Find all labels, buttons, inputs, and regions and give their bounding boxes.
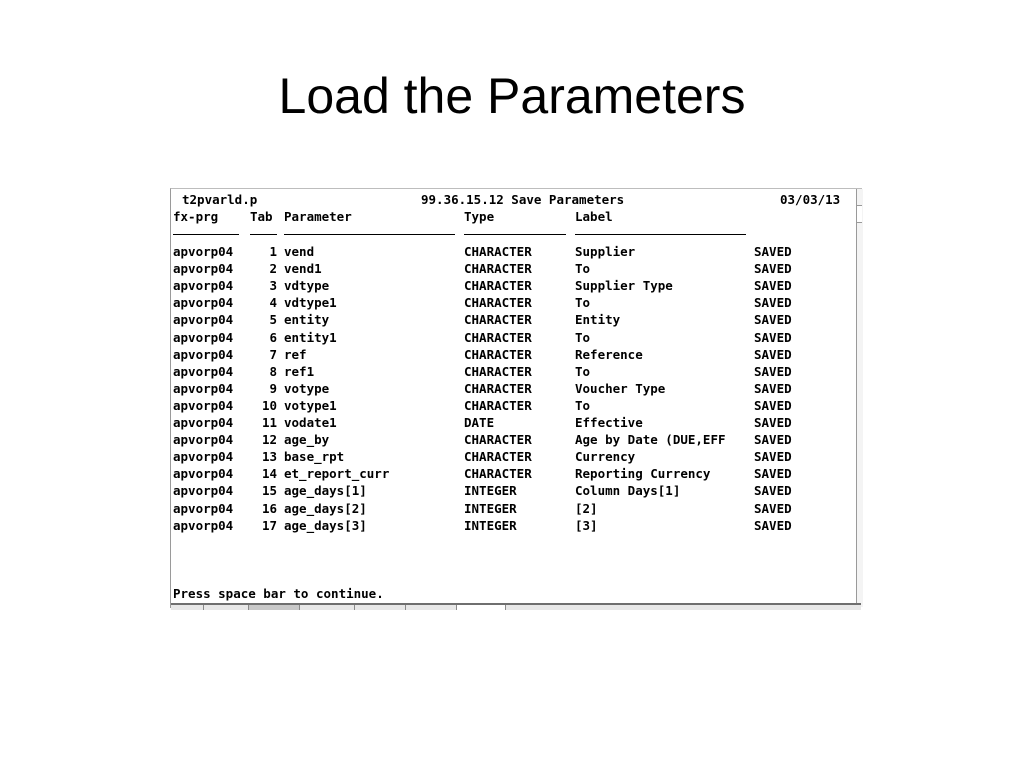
underline-tab [250, 234, 277, 235]
row-prg: apvorp04 [173, 363, 234, 379]
row-type: INTEGER [464, 500, 517, 516]
program-name: t2pvarld.p [182, 192, 258, 207]
row-status: SAVED [754, 363, 792, 379]
row-type: CHARACTER [464, 432, 532, 448]
row-prg: apvorp04 [173, 261, 234, 277]
row-tab: 2 [269, 261, 277, 277]
row-status: SAVED [754, 500, 792, 516]
row-prg: apvorp04 [173, 295, 234, 311]
row-parameter: ref1 [284, 363, 315, 379]
row-status: SAVED [754, 415, 792, 430]
row-status: SAVED [754, 295, 792, 311]
table-row [173, 517, 859, 534]
row-prg: apvorp04 [173, 346, 234, 362]
table-row [173, 482, 859, 499]
row-prg: apvorp04 [173, 466, 234, 482]
row-prg: apvorp04 [173, 329, 234, 345]
row-type: CHARACTER [464, 466, 532, 482]
row-prg: apvorp04 [173, 432, 234, 448]
screen-title: 99.36.15.12 Save Parameters [421, 192, 625, 207]
row-type: CHARACTER [464, 397, 532, 413]
row-parameter: entity [284, 312, 330, 328]
row-parameter: age_days[2] [284, 500, 367, 516]
terminal-window[interactable] [170, 188, 862, 608]
row-parameter: votype1 [284, 397, 337, 413]
column-header-tab: Tab [250, 209, 273, 224]
underline-type [464, 234, 566, 235]
row-type: INTEGER [464, 517, 517, 533]
terminal-status-bar [171, 603, 861, 610]
table-row [173, 414, 859, 431]
row-type: CHARACTER [464, 346, 532, 362]
row-prg: apvorp04 [173, 517, 234, 533]
column-header-type: Type [464, 209, 495, 224]
row-type: CHARACTER [464, 312, 532, 328]
continue-prompt: Press space bar to continue. [173, 586, 384, 601]
table-row [173, 346, 859, 363]
status-segment [204, 605, 249, 610]
row-tab: 5 [269, 312, 277, 328]
row-parameter: entity1 [284, 329, 337, 345]
row-parameter: vend1 [284, 261, 322, 277]
row-type: CHARACTER [464, 449, 532, 465]
row-parameter: vodate1 [284, 415, 337, 430]
row-type: CHARACTER [464, 261, 532, 277]
row-parameter: vdtype [284, 278, 330, 294]
column-header-parameter: Parameter [284, 209, 352, 224]
row-tab: 13 [261, 449, 277, 465]
row-tab: 9 [269, 380, 277, 396]
table-row [173, 500, 859, 517]
row-parameter: base_rpt [284, 449, 345, 465]
row-label: To [575, 295, 591, 311]
row-label: To [575, 397, 591, 413]
row-status: SAVED [754, 329, 792, 345]
row-label: Reference [575, 346, 643, 362]
status-segment [300, 605, 355, 610]
status-segment [406, 605, 457, 610]
table-row [173, 397, 859, 414]
row-status: SAVED [754, 312, 792, 328]
row-parameter: age_days[3] [284, 517, 367, 533]
row-prg: apvorp04 [173, 312, 234, 328]
row-label: To [575, 329, 591, 345]
row-label: [3] [575, 517, 598, 533]
row-status: SAVED [754, 449, 792, 465]
row-status: SAVED [754, 278, 792, 294]
row-label: Age by Date (DUE,EFF [575, 432, 726, 448]
row-parameter: age_days[1] [284, 483, 367, 499]
row-type: CHARACTER [464, 380, 532, 396]
row-type: CHARACTER [464, 244, 532, 259]
table-row [173, 294, 859, 311]
row-tab: 8 [269, 363, 277, 379]
row-status: SAVED [754, 380, 792, 396]
table-row [173, 260, 859, 277]
table-row [173, 465, 859, 482]
row-type: INTEGER [464, 483, 517, 499]
status-segment [171, 605, 204, 610]
row-prg: apvorp04 [173, 380, 234, 396]
row-status: SAVED [754, 244, 792, 259]
row-tab: 7 [269, 346, 277, 362]
table-row [173, 311, 859, 328]
row-label: Reporting Currency [575, 466, 711, 482]
row-prg: apvorp04 [173, 449, 234, 465]
row-tab: 15 [261, 483, 277, 499]
row-label: Entity [575, 312, 621, 328]
row-label: [2] [575, 500, 598, 516]
row-parameter: vdtype1 [284, 295, 337, 311]
row-status: SAVED [754, 397, 792, 413]
row-label: Effective [575, 415, 643, 430]
row-parameter: vend [284, 244, 315, 259]
row-prg: apvorp04 [173, 415, 234, 430]
terminal-header [173, 191, 859, 208]
row-label: To [575, 261, 591, 277]
status-segment [249, 605, 300, 610]
row-label: Column Days[1] [575, 483, 681, 499]
row-prg: apvorp04 [173, 500, 234, 516]
table-row [173, 277, 859, 294]
row-type: DATE [464, 415, 495, 430]
scrollbar-thumb[interactable] [857, 205, 862, 223]
row-parameter: et_report_curr [284, 466, 390, 482]
row-type: CHARACTER [464, 329, 532, 345]
row-status: SAVED [754, 466, 792, 482]
row-prg: apvorp04 [173, 397, 234, 413]
table-row [173, 448, 859, 465]
row-status: SAVED [754, 346, 792, 362]
row-parameter: votype [284, 380, 330, 396]
row-label: Currency [575, 449, 636, 465]
slide-title: Load the Parameters [278, 68, 746, 124]
row-tab: 4 [269, 295, 277, 311]
table-row [173, 431, 859, 448]
row-tab: 16 [261, 500, 277, 516]
table-row [173, 329, 859, 346]
row-tab: 14 [261, 466, 277, 482]
table-row [173, 243, 859, 260]
vertical-scrollbar[interactable] [856, 189, 863, 607]
row-tab: 1 [269, 244, 277, 259]
row-label: Supplier [575, 244, 636, 259]
row-tab: 3 [269, 278, 277, 294]
row-prg: apvorp04 [173, 278, 234, 294]
row-status: SAVED [754, 517, 792, 533]
row-status: SAVED [754, 432, 792, 448]
column-header-prg: fx-prg [173, 209, 219, 224]
row-tab: 10 [261, 397, 277, 413]
underline-parameter [284, 234, 455, 235]
underline-label [575, 234, 746, 235]
row-type: CHARACTER [464, 278, 532, 294]
screen-date: 03/03/13 [780, 192, 841, 207]
row-type: CHARACTER [464, 295, 532, 311]
row-label: To [575, 363, 591, 379]
row-parameter: ref [284, 346, 307, 362]
row-prg: apvorp04 [173, 483, 234, 499]
row-label: Voucher Type [575, 380, 666, 396]
row-tab: 17 [261, 517, 277, 533]
row-type: CHARACTER [464, 363, 532, 379]
column-header-label: Label [575, 209, 613, 224]
row-prg: apvorp04 [173, 244, 234, 259]
status-segment [355, 605, 406, 610]
table-row [173, 363, 859, 380]
row-parameter: age_by [284, 432, 330, 448]
status-segment [457, 605, 506, 610]
row-tab: 11 [261, 415, 277, 430]
column-header-row [173, 208, 859, 225]
row-status: SAVED [754, 483, 792, 499]
row-tab: 12 [261, 432, 277, 448]
underline-prg [173, 234, 239, 235]
table-row [173, 380, 859, 397]
row-label: Supplier Type [575, 278, 673, 294]
row-tab: 6 [269, 329, 277, 345]
row-status: SAVED [754, 261, 792, 277]
